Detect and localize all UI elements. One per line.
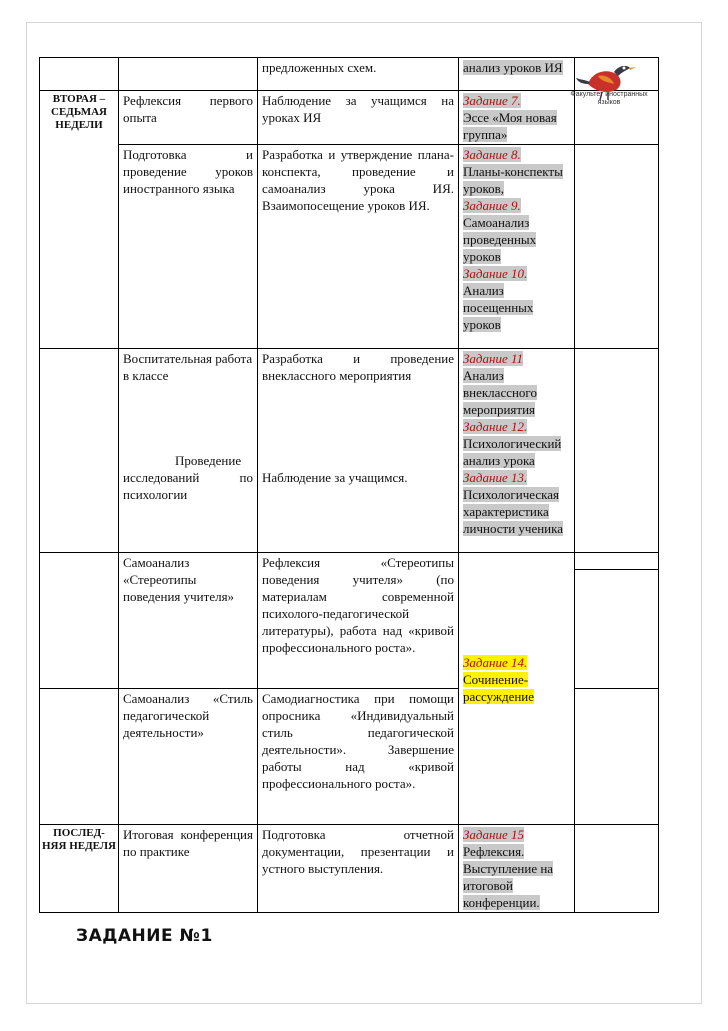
task-cell — [459, 553, 575, 825]
content-text: Разработка и проведение внеклассного мероприятия — [262, 351, 454, 383]
content-cell: Подготовка отчетной документации, презентации и устного выступления. — [258, 825, 459, 913]
task-label: Задание 12. — [463, 419, 528, 434]
table-row — [40, 349, 659, 553]
content-cell: предложенных схем. — [258, 58, 459, 91]
activity-cell: Подготовка и проведение уроков иностранного языка — [119, 145, 258, 349]
activity-text: Воспитательная работа в классе — [123, 351, 253, 383]
task-cell — [459, 91, 575, 145]
table-row — [40, 91, 659, 145]
blank-cell — [575, 349, 659, 553]
blank-cell — [575, 689, 659, 825]
content-cell: Рефлексия «Стереотипы поведения учителя» (по материалам современной психолого-педагогической литературы), работа над «кривой профессионального роста». — [258, 553, 459, 689]
stage-cell — [40, 58, 119, 91]
task-label: Задание 14. — [463, 655, 528, 670]
content-cell: Разработка и утверждение плана-конспекта, проведение и самоанализ урока ИЯ. Взаимопосещение уроков ИЯ. — [258, 145, 459, 349]
activity-cell — [119, 58, 258, 91]
stage-cell — [40, 553, 119, 689]
activity-cell: Самоанализ «Стереотипы поведения учителя» — [119, 553, 258, 689]
task-text: Рефлексия. Выступление на итоговой конференции. — [463, 844, 554, 910]
activity-cell: Рефлексия первого опыта — [119, 91, 258, 145]
activity-text: Проведение исследований по психологии — [123, 453, 253, 502]
task-label: Задание 9. — [463, 198, 521, 213]
task-cell — [459, 825, 575, 913]
task-text: Эссе «Моя новая группа» — [463, 110, 557, 142]
task-cell — [459, 145, 575, 349]
stage-cell: ПОСЛЕД-НЯЯ НЕДЕЛЯ — [40, 825, 119, 913]
content-cell: Самодиагностика при помощи опросника «Индивидуальный стиль педагогической деятельности». Завершение работы над «кривой профессионального роста». — [258, 689, 459, 825]
practice-plan-table — [39, 57, 659, 913]
task-text: Анализ внеклассного мероприятия — [463, 368, 537, 417]
table-row — [40, 145, 659, 349]
logo-caption: Факультет иностранных языков — [570, 91, 648, 106]
task-label: Задание 13. — [463, 470, 528, 485]
task-text: Анализ посещенных уроков — [463, 283, 534, 332]
table-row — [40, 553, 659, 689]
task-text: Планы-конспекты уроков, — [463, 164, 563, 196]
blank-cell — [575, 825, 659, 913]
activity-cell — [119, 349, 258, 553]
table-row — [40, 58, 659, 91]
task-cell — [459, 349, 575, 553]
stage-cell: ВТОРАЯ – СЕДЬМАЯ НЕДЕЛИ — [40, 91, 119, 349]
task-label: Задание 10. — [463, 266, 528, 281]
task-cell — [459, 58, 575, 91]
blank-cell — [575, 145, 659, 349]
task-label: Задание 7. — [463, 93, 521, 108]
task-text: Сочинение-рассуждение — [463, 672, 535, 704]
task-label: Задание 11 — [463, 351, 524, 366]
stage-cell — [40, 689, 119, 825]
content-cell: Наблюдение за учащимся на уроках ИЯ — [258, 91, 459, 145]
section-heading: ЗАДАНИЕ №1 — [76, 926, 213, 946]
content-text: Наблюдение за учащимся. — [262, 470, 408, 485]
table-row — [40, 825, 659, 913]
task-label: Задание 8. — [463, 147, 521, 162]
task-text: анализ уроков ИЯ — [463, 60, 563, 75]
content-cell — [258, 349, 459, 553]
activity-cell: Самоанализ «Стиль педагогической деятельности» — [119, 689, 258, 825]
task-label: Задание 15 — [463, 827, 524, 842]
blank-cell — [575, 553, 659, 689]
stage-cell — [40, 349, 119, 553]
activity-cell: Итоговая конференция по практике — [119, 825, 258, 913]
task-text: Психологическая характеристика личности ученика — [463, 487, 564, 536]
task-text: Психологический анализ урока — [463, 436, 562, 468]
task-text: Самоанализ проведенных уроков — [463, 215, 537, 264]
